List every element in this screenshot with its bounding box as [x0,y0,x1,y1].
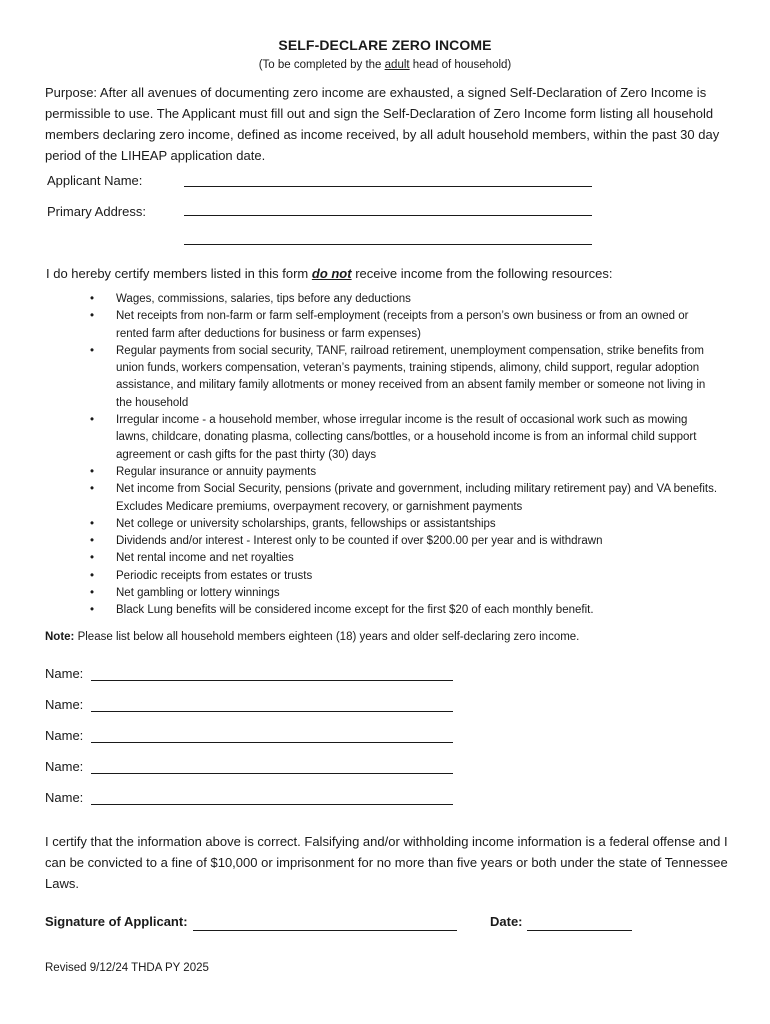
list-item [88,412,718,464]
certify-emphasis: do not [311,266,352,281]
note-text: Please list below all household members eighteen (18) years and older self-declaring zero income. [74,631,580,643]
list-item-text: Net college or university scholarships, grants, fellowships or assistantships [116,517,496,530]
list-item-text: Regular insurance or annuity payments [116,465,317,478]
bullet-icon: • [90,483,95,496]
bullet-icon: • [90,604,95,617]
primary-address-field-1[interactable] [184,215,592,216]
name-field[interactable] [91,773,453,774]
list-item [88,585,718,602]
list-item [88,464,718,481]
bullet-icon: • [90,552,95,565]
list-item [88,481,718,516]
name-field[interactable] [91,804,453,805]
note-label: Note: [45,631,75,643]
list-item-text: Wages, commissions, salaries, tips before any deductions [116,293,411,305]
household-member-name-row [45,728,83,748]
note [45,631,745,643]
bullet-icon: • [90,344,95,357]
date-label: Date: [490,914,523,929]
certification-statement: I certify that the information above is correct. Falsifying and/or withholding income information is a federal offense and I can be convicted to a fine of $10,000 or imprisonment for no more than five years or both under the state of Tennessee Laws. [45,834,728,891]
subtitle-pre: (To be completed by the [258,59,385,71]
applicant-name-label: Applicant Name: [47,173,143,188]
name-field[interactable] [91,711,453,712]
bullet-icon: • [90,517,95,530]
list-item-text: Net receipts from non-farm or farm self-employment (receipts from a person’s own business or from an owned or rented farm after deductions for business or farm expenses) [116,310,689,340]
list-item [88,568,718,585]
bullet-icon: • [90,414,95,427]
list-item-text: Net rental income and net royalties [116,552,294,565]
signature-field[interactable] [193,930,457,931]
household-member-name-row [45,697,83,717]
form-subtitle [0,59,770,71]
bullet-icon: • [90,569,95,582]
certify-pre: I do hereby certify members listed in this form [46,266,312,281]
income-resources-list [88,291,718,620]
household-member-name-row [45,790,83,810]
list-item-text: Periodic receipts from estates or trusts [116,569,313,582]
list-item-text: Regular payments from social security, TANF, railroad retirement, unemployment compensation, strike benefits from union funds, workers compensation, veteran’s payments, training stipends, alimony, child support, regular adoption assistance, and military family allotments or money received from an absent family member or someone not living in the household [116,344,706,409]
bullet-icon: • [90,535,95,548]
list-item [88,308,718,343]
list-item [88,291,718,308]
list-item [88,516,718,533]
list-item-text: Dividends and/or interest - Interest only to be counted if over $200.00 per year and is withdrawn [116,535,603,548]
list-item [88,550,718,567]
name-label: Name: [45,697,84,712]
purpose-paragraph: Purpose: After all avenues of documenting zero income are exhausted, a signed Self-Declaration of Zero Income is permissible to use. The Applicant must fill out and sign the Self-Declaration of Zero Income form listing all household members declaring zero income, defined as income received, by all adult household members, within the past 30 day period of the LIHEAP application date. [45,85,720,163]
name-label: Name: [45,790,84,805]
subtitle-underlined: adult [384,59,410,71]
signature-label: Signature of Applicant: [45,914,188,929]
bullet-icon: • [90,310,95,323]
form-title: SELF-DECLARE ZERO INCOME [278,37,492,53]
bullet-icon: • [90,465,95,478]
household-member-name-row [45,759,83,779]
list-item-text: Black Lung benefits will be considered income except for the first $20 of each monthly benefit. [116,604,594,617]
subtitle-post: head of household) [409,59,512,71]
primary-address-field-2[interactable] [184,244,592,245]
name-field[interactable] [91,680,453,681]
applicant-name-field[interactable] [184,186,592,187]
certify-post: receive income from the following resources: [351,266,613,281]
primary-address-label: Primary Address: [47,204,146,219]
list-item [88,602,718,619]
list-item-text: Net gambling or lottery winnings [116,587,280,600]
list-item [88,343,718,412]
date-field[interactable] [527,930,632,931]
list-item-text: Net income from Social Security, pensions (private and government, including military retirement pay) and VA benefits. Excludes Medicare premiums, overpayment recovery, or garnishment payments [116,483,718,513]
list-item-text: Irregular income - a household member, whose irregular income is the result of occasional work such as mowing lawns, childcare, donating plasma, collecting cans/bottles, or a household income is from an informal child support agreement or cash gifts for the past thirty (30) days [116,414,697,461]
list-item [88,533,718,550]
name-label: Name: [45,728,84,743]
certify-statement [46,266,736,281]
name-field[interactable] [91,742,453,743]
household-member-name-row [45,666,83,686]
bullet-icon: • [90,293,95,305]
revision-footer: Revised 9/12/24 THDA PY 2025 [45,962,209,974]
name-label: Name: [45,666,84,681]
name-label: Name: [45,759,84,774]
bullet-icon: • [90,587,95,600]
